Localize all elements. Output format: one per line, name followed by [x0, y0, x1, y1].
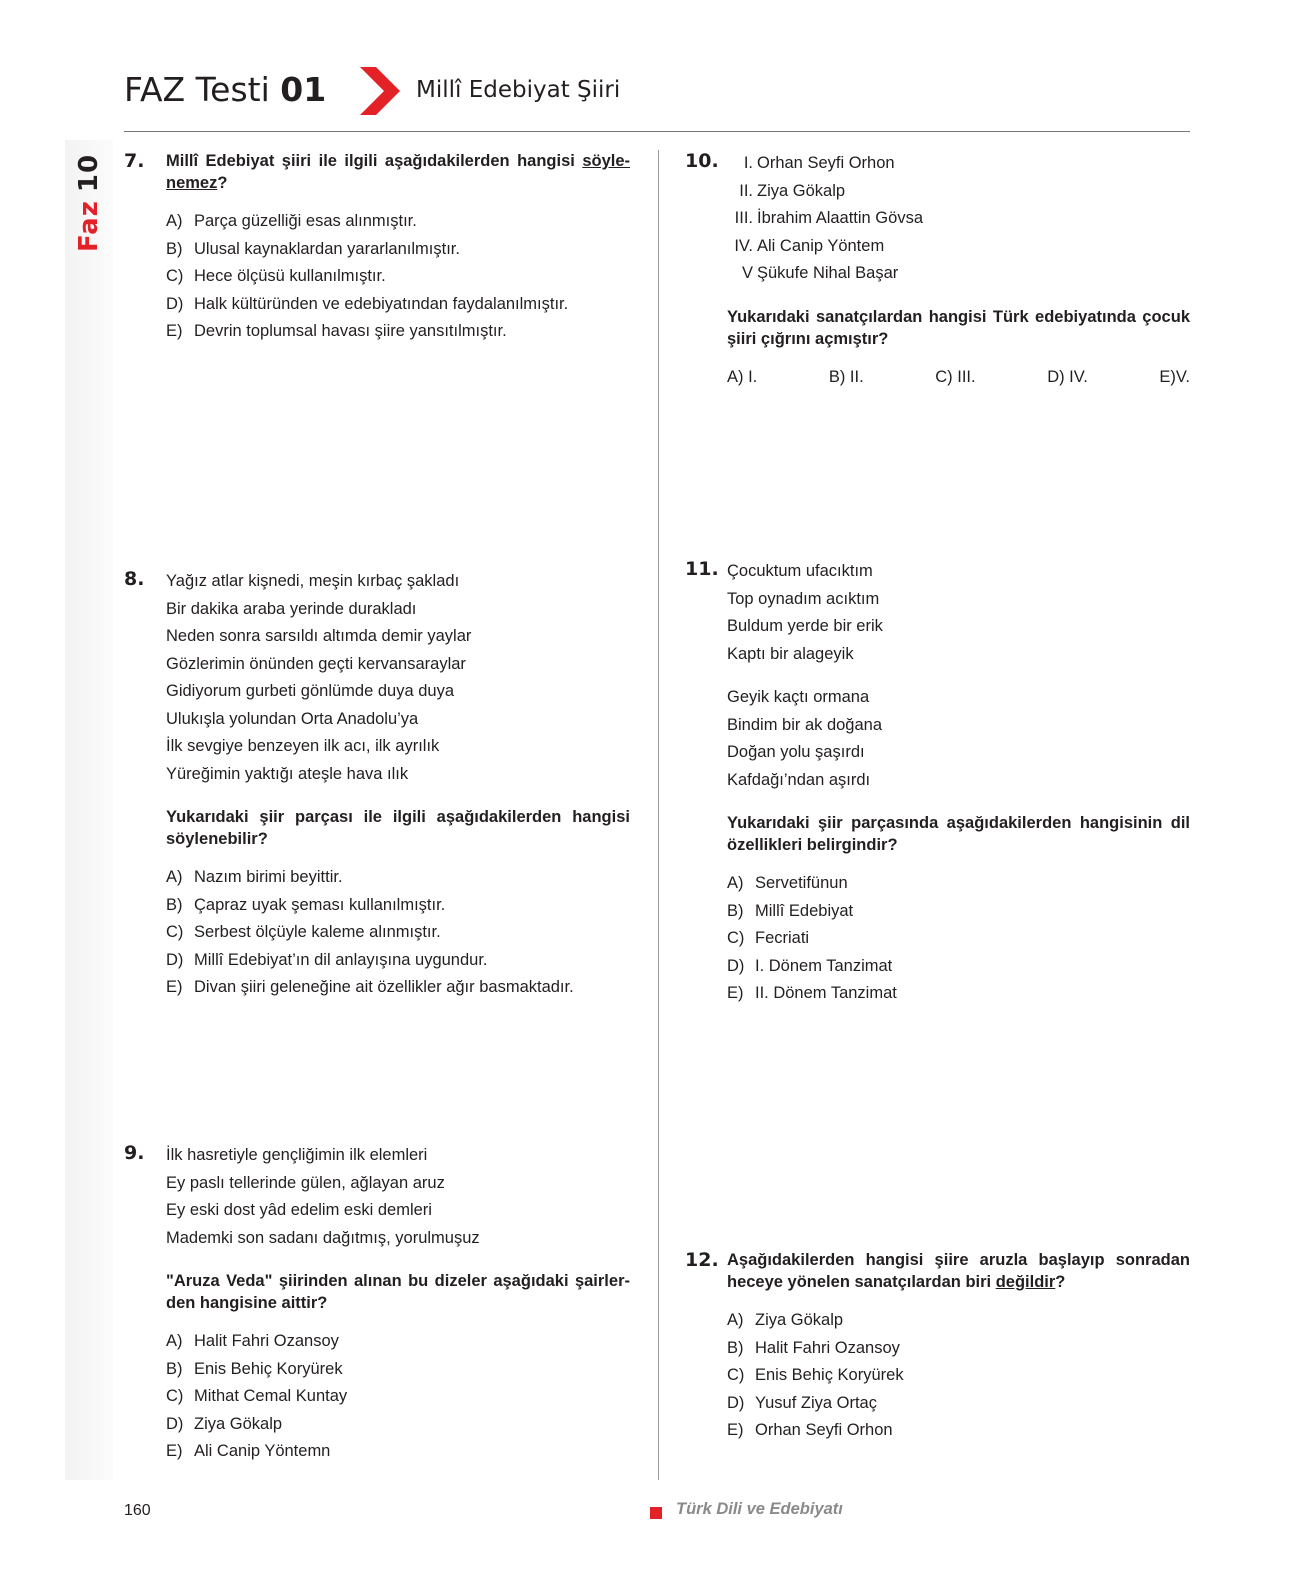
poem-line: Ey paslı tellerinde gülen, ağlayan aruz [166, 1173, 445, 1192]
poem-line: Yüreğimin yaktığı ateşle hava ılık [166, 764, 409, 783]
option-b[interactable]: B) Millî Edebiyat [727, 901, 854, 920]
poem-line: İlk sevgiye benzeyen ilk acı, ilk ayrılık [166, 737, 440, 755]
square-bullet-icon [650, 1507, 662, 1519]
question-number: 8. [124, 568, 145, 590]
option-d[interactable]: D) Halk kültüründen ve edebiyatından faydalanılmıştır. [166, 294, 569, 313]
option-a[interactable]: A) I. [727, 367, 758, 386]
option-row [727, 364, 1190, 392]
option-c[interactable]: C) Enis Behiç Koryürek [727, 1366, 904, 1384]
poem-line: Gözlerimin önünden geçti kervansaraylar [166, 654, 466, 673]
poem-line: Mademki son sadanı dağıtmış, yorulmuşuz [166, 1228, 480, 1247]
poem-line: Kaptı bir alageyik [727, 644, 854, 663]
option-b[interactable]: B) Enis Behiç Koryürek [166, 1359, 343, 1378]
option-list [727, 1307, 1190, 1445]
question-number: 10. [685, 150, 719, 172]
option-c[interactable]: C) Mithat Cemal Kuntay [166, 1387, 348, 1405]
option-e[interactable]: E) Ali Canip Yöntemn [166, 1442, 331, 1460]
poem-line: Buldum yerde bir erik [727, 617, 883, 635]
poem-line: Doğan yolu şaşırdı [727, 743, 865, 761]
question-stem: "Aruza Veda" şiirinden alınan bu dizeler aşağıdaki şairler-den hangisine aittir? [166, 1272, 630, 1312]
option-e[interactable]: E)V. [1159, 367, 1190, 386]
underlined-word: değildir [995, 1273, 1056, 1291]
poem-excerpt [166, 1142, 630, 1252]
poem-line: Top oynadım acıktım [727, 589, 880, 608]
poem-line: Bir dakika araba yerinde durakladı [166, 599, 417, 618]
title-prefix: FAZ Testi [124, 70, 281, 109]
option-list [166, 1328, 630, 1466]
page-title [124, 70, 326, 109]
title-number: 01 [280, 70, 327, 109]
page-number: 160 [124, 1502, 151, 1519]
option-d[interactable]: D) Yusuf Ziya Ortaç [727, 1393, 877, 1412]
question-stem: Yukarıdaki sanatçılardan hangisi Türk edebiyatında çocuk şiiri çığrını açmıştır? [727, 307, 1190, 348]
poem-line: Kafdağı’ndan aşırdı [727, 770, 871, 789]
option-list [727, 870, 1190, 1008]
poem-line: Bindim bir ak doğana [727, 715, 883, 734]
option-d[interactable]: D) Millî Edebiyat’ın dil anlayışına uygundur. [166, 950, 488, 969]
question-stem: Yukarıdaki şiir parçasında aşağıdakilerden hangisinin dil özellikleri belirgindir? [727, 814, 1190, 854]
question-stem: Yukarıdaki şiir parçası ile ilgili aşağıdakilerden hangisi söylenebilir? [166, 808, 630, 848]
option-e[interactable]: E) II. Dönem Tanzimat [727, 984, 897, 1002]
side-label-number: 10 [74, 153, 104, 193]
side-strip [65, 140, 113, 1480]
poem-line: Çocuktum ufacıktım [727, 562, 873, 580]
option-a[interactable]: A) Parça güzelliği esas alınmıştır. [166, 212, 417, 230]
option-d[interactable]: D) I. Dönem Tanzimat [727, 956, 893, 975]
option-a[interactable]: A) Nazım birimi beyittir. [166, 868, 343, 886]
poem-line: Gidiyorum gurbeti gönlümde duya duya [166, 682, 455, 700]
option-a[interactable]: A) Halit Fahri Ozansoy [166, 1332, 339, 1350]
side-label-fz: Faz [74, 200, 104, 253]
poem-line: İlk hasretiyle gençliğimin ilk elemleri [166, 1146, 428, 1164]
poem-stanza-1 [727, 558, 1190, 668]
chevron-right-icon [360, 67, 400, 115]
option-c[interactable]: C) Serbest ölçüyle kaleme alınmıştır. [166, 923, 441, 941]
side-label [65, 148, 113, 258]
list-item: V Şükufe Nihal Başar [741, 264, 899, 282]
question-stem: Aşağıdakilerden hangisi şiire aruzla başlayıp sonradan heceye yönelen sanatçılardan biri değildir? [727, 1251, 1190, 1291]
option-e[interactable]: E) Divan şiiri geleneğine ait özellikler ağır basmaktadır. [166, 978, 574, 996]
list-item: IV. Ali Canip Yöntem [734, 236, 885, 255]
question-number: 11. [685, 558, 719, 580]
poem-stanza-2 [727, 684, 1190, 794]
option-e[interactable]: E) Orhan Seyfi Orhon [727, 1421, 893, 1439]
question-stem: Millî Edebiyat şiiri ile ilgili aşağıdakilerden hangisi söyle-nemez? [166, 152, 630, 192]
column-divider [658, 150, 659, 1480]
option-b[interactable]: B) Çapraz uyak şeması kullanılmıştır. [166, 895, 446, 914]
poem-line: Ulukışla yolundan Orta Anadolu’ya [166, 709, 419, 728]
option-list [166, 208, 630, 346]
option-c[interactable]: C) III. [935, 367, 976, 386]
option-b[interactable]: B) Halit Fahri Ozansoy [727, 1338, 900, 1357]
poem-line: Yağız atlar kişnedi, meşin kırbaç şakladı [166, 572, 460, 590]
poem-excerpt [166, 568, 630, 788]
option-b[interactable]: B) II. [828, 367, 864, 386]
option-d[interactable]: D) Ziya Gökalp [166, 1414, 283, 1433]
list-item: I. Orhan Seyfi Orhon [743, 154, 895, 172]
option-c[interactable]: C) Fecriati [727, 929, 810, 947]
list-item: III. İbrahim Alaattin Gövsa [734, 209, 923, 227]
question-number: 7. [124, 150, 145, 172]
poem-line: Ey eski dost yâd edelim eski demleri [166, 1201, 432, 1219]
option-b[interactable]: B) Ulusal kaynaklardan yararlanılmıştır. [166, 239, 460, 258]
poem-line: Geyik kaçtı ormana [727, 688, 870, 706]
page-subtitle: Millî Edebiyat Şiiri [416, 77, 621, 103]
poem-line: Neden sonra sarsıldı altımda demir yaylar [166, 627, 472, 645]
option-c[interactable]: C) Hece ölçüsü kullanılmıştır. [166, 267, 386, 285]
subject-label: Türk Dili ve Edebiyatı [676, 1500, 843, 1518]
list-item: II. Ziya Gökalp [739, 181, 846, 200]
header-divider [124, 131, 1190, 132]
option-a[interactable]: A) Ziya Gökalp [727, 1311, 844, 1329]
option-d[interactable]: D) IV. [1047, 367, 1088, 386]
option-list [166, 864, 630, 1002]
question-number: 9. [124, 1142, 145, 1164]
artist-list [727, 150, 1190, 288]
underlined-word: söyle-nemez [166, 152, 630, 192]
option-a[interactable]: A) Servetifünun [727, 874, 848, 892]
question-number: 12. [685, 1249, 719, 1271]
option-e[interactable]: E) Devrin toplumsal havası şiire yansıtılmıştır. [166, 322, 507, 340]
